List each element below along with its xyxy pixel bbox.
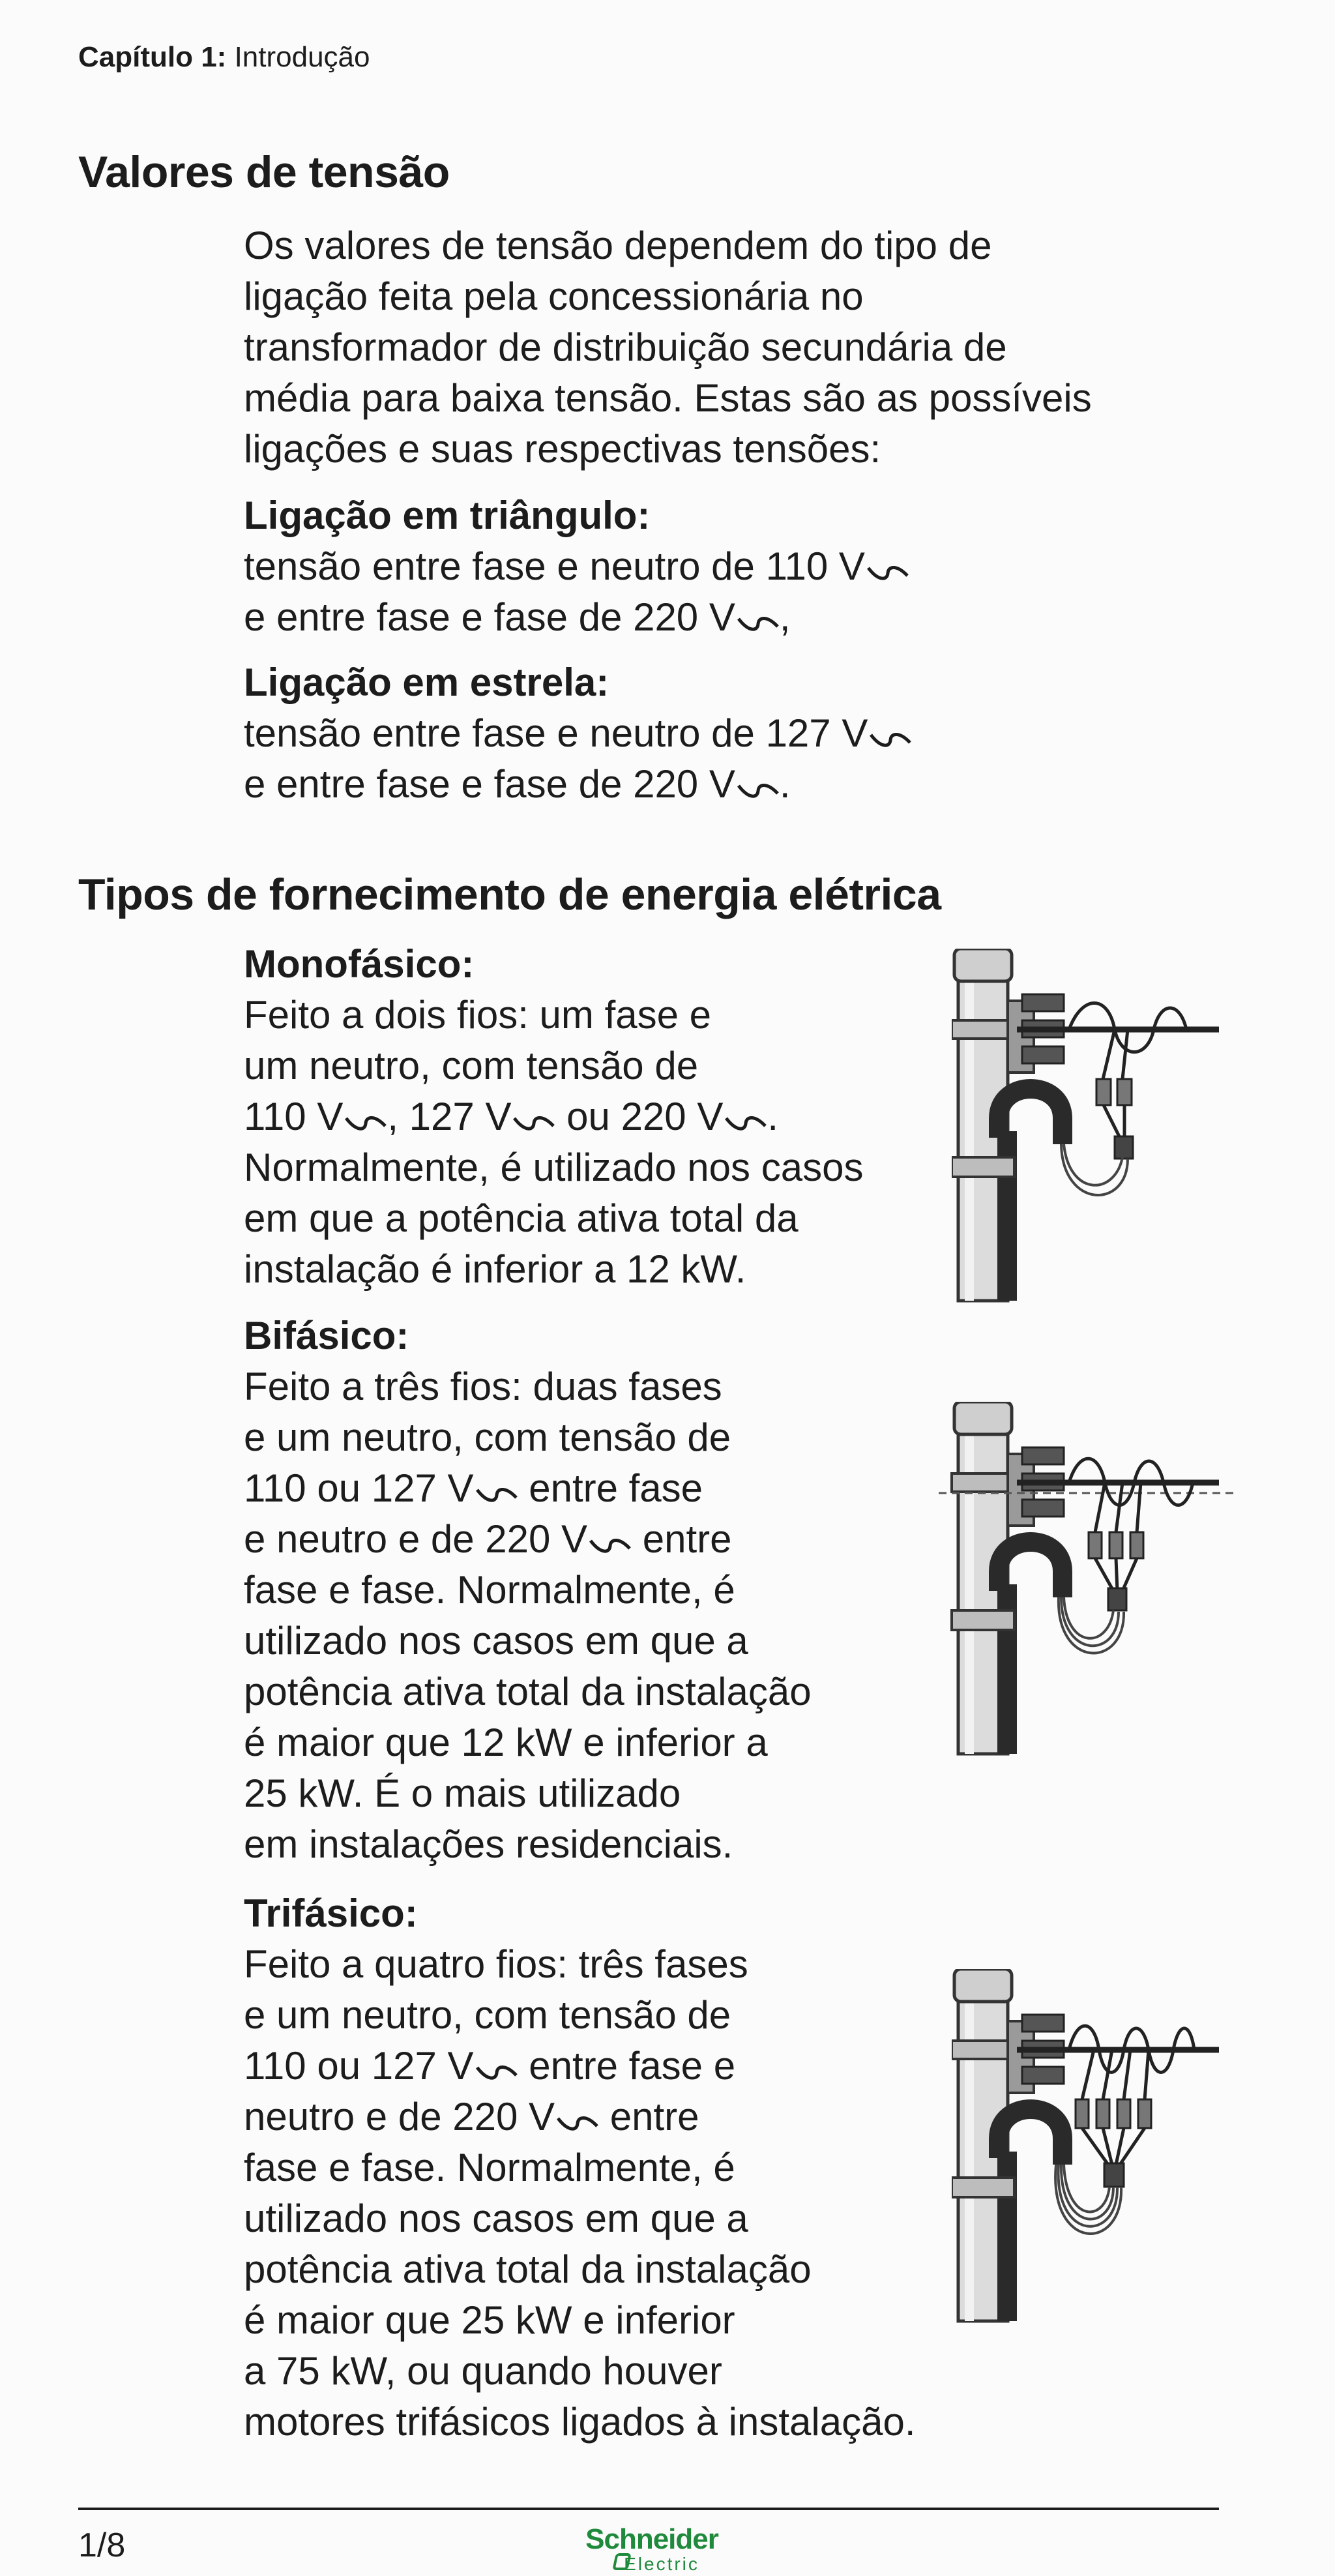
text-line: tensão entre fase e neutro de 110 V [244, 541, 909, 592]
page-number: 1/8 [78, 2526, 126, 2564]
ac-wave-icon [475, 1483, 518, 1503]
text-line: instalação é inferior a 12 kW. [244, 1247, 746, 1291]
text-line: um neutro, com tensão de [244, 1044, 699, 1088]
text-line: potência ativa total da instalação [244, 2247, 812, 2291]
ac-wave-icon [589, 1534, 632, 1554]
tri-title: Trifásico: [244, 1891, 418, 1935]
section-title-supply: Tipos de fornecimento de energia elétrica [78, 870, 941, 919]
text-line: e neutro e de 220 V entre [244, 1517, 732, 1561]
text-line: utilizado nos casos em que a [244, 1619, 748, 1663]
text-line: Feito a três fios: duas fases [244, 1365, 722, 1408]
text-line: Feito a dois fios: um fase e [244, 993, 712, 1037]
text-line: e um neutro, com tensão de [244, 1415, 731, 1459]
bi-title: Bifásico: [244, 1314, 409, 1357]
bi-block [244, 1310, 812, 1870]
ac-wave-icon [737, 779, 780, 799]
text-line: utilizado nos casos em que a [244, 2197, 748, 2240]
ac-wave-icon [869, 728, 912, 748]
text-line: 110 V , 127 V ou 220 V . [244, 1095, 779, 1138]
text-line: em que a potência ativa total da [244, 1196, 799, 1240]
text-line: média para baixa tensão. Estas são as possíveis [244, 376, 1092, 420]
text-line: 25 kW. É o mais utilizado [244, 1771, 681, 1815]
star-connection [244, 657, 912, 810]
text-line: fase e fase. Normalmente, é [244, 1568, 735, 1612]
chapter-label: Capítulo 1: [78, 41, 227, 73]
text-line: potência ativa total da instalação [244, 1670, 812, 1713]
ac-wave-icon [475, 2061, 518, 2080]
section-title-voltage: Valores de tensão [78, 147, 450, 197]
text-line: é maior que 25 kW e inferior [244, 2298, 735, 2342]
ac-wave-icon [737, 612, 780, 632]
text-line: e entre fase e fase de 220 V . [244, 762, 791, 806]
ac-wave-icon [724, 1112, 767, 1131]
text-line: 110 ou 127 V entre fase e [244, 2044, 736, 2088]
schneider-electric-logo [574, 2524, 730, 2574]
text-line: motores trifásicos ligados à instalação. [244, 2400, 916, 2444]
mono-title: Monofásico: [244, 942, 475, 986]
tri-block [244, 1888, 916, 2448]
pole-illustration-bi [939, 1402, 1245, 1760]
chapter-title: Introdução [234, 41, 370, 73]
pole-illustration-tri [952, 1969, 1225, 2347]
ac-wave-icon [344, 1112, 387, 1131]
text-line: transformador de distribuição secundária de [244, 325, 1007, 369]
text-line: a 75 kW, ou quando houver [244, 2349, 722, 2393]
text-line: fase e fase. Normalmente, é [244, 2146, 735, 2189]
ac-wave-icon [512, 1112, 555, 1131]
text-line: em instalações residenciais. [244, 1822, 733, 1866]
text-line: ligação feita pela concessionária no [244, 274, 864, 318]
text-line: 110 ou 127 V entre fase [244, 1466, 703, 1510]
chapter-header [78, 39, 370, 76]
voltage-intro [244, 220, 1092, 475]
text-line: tensão entre fase e neutro de 127 V [244, 708, 912, 759]
text-line: Feito a quatro fios: três fases [244, 1942, 748, 1986]
pole-illustration-mono [952, 949, 1225, 1307]
logo-line1: Schneider [585, 2523, 718, 2555]
text-line: ligações e suas respectivas tensões: [244, 427, 881, 471]
logo-line2: Electric [624, 2554, 699, 2574]
ac-wave-icon [556, 2112, 599, 2131]
mono-block [244, 939, 863, 1295]
triangle-connection [244, 490, 909, 643]
text-line: neutro e de 220 V entre [244, 2095, 699, 2139]
ac-wave-icon [866, 561, 909, 581]
text-line: é maior que 12 kW e inferior a [244, 1721, 768, 1764]
text-line: e entre fase e fase de 220 V , [244, 595, 791, 639]
triangle-title: Ligação em triângulo: [244, 494, 651, 537]
star-title: Ligação em estrela: [244, 660, 609, 704]
text-line: Normalmente, é utilizado nos casos [244, 1146, 864, 1189]
footer-rule [78, 2508, 1219, 2510]
text-line: e um neutro, com tensão de [244, 1993, 731, 2037]
text-line: Os valores de tensão dependem do tipo de [244, 224, 992, 267]
